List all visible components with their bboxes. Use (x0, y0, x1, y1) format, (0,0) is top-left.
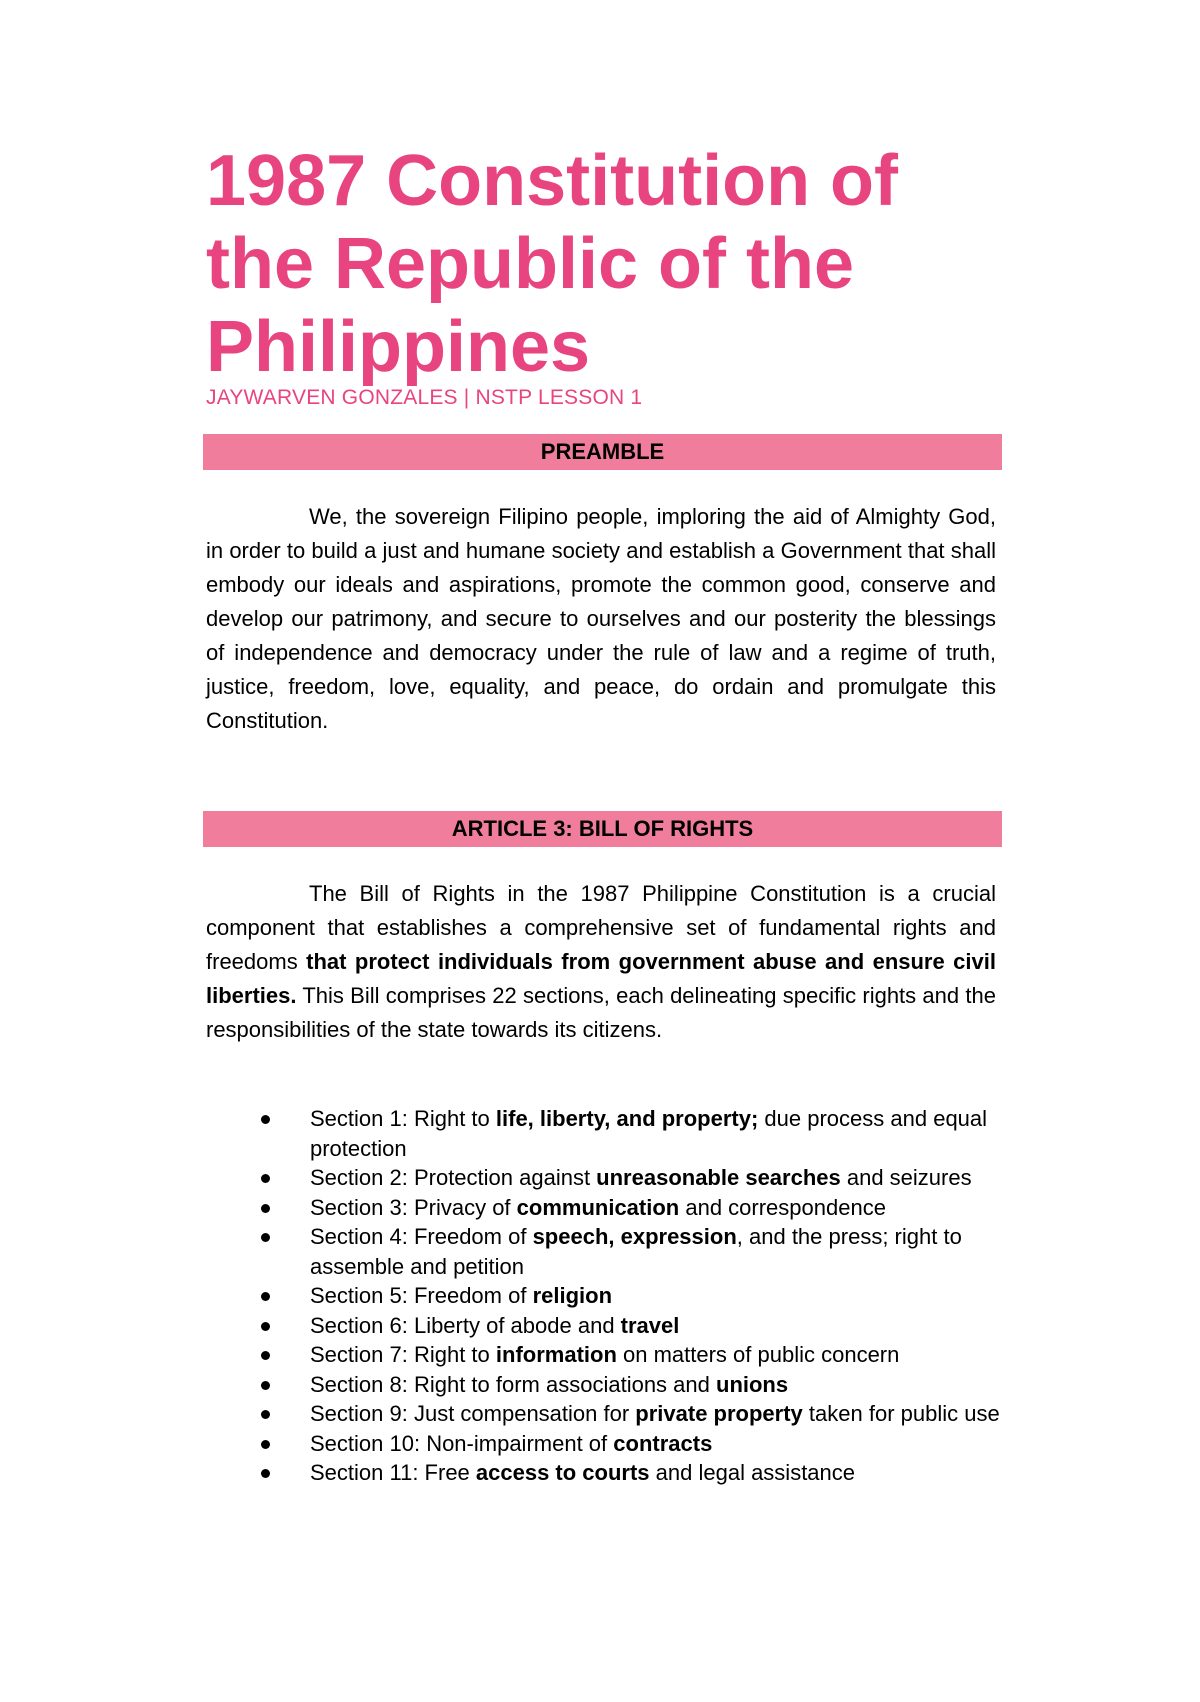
section-suffix: on matters of public concern (616, 1342, 900, 1367)
section-prefix: Section 3: Privacy of (310, 1194, 517, 1220)
section-keyword: contracts (613, 1430, 713, 1456)
section-keyword: communication (516, 1194, 680, 1220)
list-item (206, 1193, 1006, 1223)
title-line: the Republic of the (206, 224, 854, 304)
section-keyword: speech, expression (532, 1224, 737, 1249)
list-item (206, 1311, 1006, 1341)
section-keyword: travel (620, 1312, 680, 1338)
preamble-text: We, the sovereign Filipino people, imploring the aid of Almighty God, in order to build a just and humane society and establish a Government that shall embody our ideals and aspirations, promote the common good, conserve and develop our patrimony, and secure to ourselves and our posterity the blessings of independence and democracy under the rule of law and a regime of truth, justice, freedom, love, equality, and peace, do ordain and promulgate this Constitution. (206, 504, 996, 733)
bullet-icon (261, 1322, 270, 1331)
document-subtitle: JAYWARVEN GONZALES | NSTP LESSON 1 (206, 386, 643, 409)
section-keyword: religion (532, 1283, 613, 1308)
bullet-icon (261, 1381, 270, 1390)
bullet-icon (261, 1469, 270, 1478)
section-keyword: unions (716, 1371, 789, 1397)
section-suffix: and legal assistance (649, 1460, 856, 1485)
section-keyword: access to courts (475, 1460, 650, 1485)
section-prefix: Section 11: Free (310, 1460, 476, 1485)
section-suffix: due process and equal protection (310, 1106, 988, 1161)
list-item (206, 1340, 1006, 1370)
article3-heading: ARTICLE 3: BILL OF RIGHTS (203, 811, 1002, 847)
section-prefix: Section 10: Non-impairment of (310, 1430, 614, 1456)
preamble-paragraph (206, 500, 996, 738)
article3-intro-paragraph (206, 877, 996, 1047)
section-keyword: unreasonable searches (596, 1165, 841, 1190)
bullet-icon (261, 1204, 270, 1213)
section-prefix: Section 5: Freedom of (310, 1283, 533, 1308)
section-prefix: Section 2: Protection against (310, 1165, 597, 1190)
intro-text: The Bill of Rights in the 1987 Philippine Constitution is a crucial component that establishes a comprehensive set of fundamental rights and freedoms (206, 881, 996, 974)
bullet-icon (261, 1351, 270, 1360)
section-suffix: and seizures (840, 1165, 972, 1190)
intro-text-continued: This Bill comprises 22 sections, each delineating specific rights and the responsibilities of the state towards its citizens. (206, 983, 996, 1042)
list-item (206, 1429, 1006, 1459)
title-line: 1987 Constitution of (206, 141, 899, 221)
bullet-icon (261, 1174, 270, 1183)
bullet-icon (261, 1440, 270, 1449)
document-title (206, 140, 1026, 389)
list-item (206, 1163, 1006, 1193)
list-item (206, 1104, 1006, 1163)
title-line: Philippines (206, 307, 591, 387)
list-item (206, 1222, 1006, 1281)
bullet-icon (261, 1115, 270, 1124)
section-prefix: Section 7: Right to (310, 1342, 496, 1367)
intro-emphasis: that protect individuals from government abuse and ensure civil liberties. (206, 949, 996, 1008)
bullet-icon (261, 1292, 270, 1301)
list-item (206, 1281, 1006, 1311)
section-suffix: and correspondence (679, 1194, 886, 1220)
section-prefix: Section 1: Right to (310, 1106, 496, 1131)
section-keyword: information (495, 1342, 617, 1367)
section-prefix: Section 8: Right to form associations and (310, 1371, 716, 1397)
list-item (206, 1458, 1006, 1488)
list-item (206, 1370, 1006, 1400)
section-prefix: Section 9: Just compensation for (310, 1401, 636, 1426)
section-prefix: Section 4: Freedom of (310, 1224, 533, 1249)
section-keyword: private property (635, 1401, 803, 1426)
section-suffix: taken for public use (802, 1401, 1000, 1426)
bullet-icon (261, 1233, 270, 1242)
section-prefix: Section 6: Liberty of abode and (310, 1312, 621, 1338)
bill-of-rights-list (206, 1104, 1006, 1488)
bullet-icon (261, 1410, 270, 1419)
list-item (206, 1399, 1006, 1429)
section-keyword: life, liberty, and property; (495, 1106, 759, 1131)
section-suffix: , and the press; right to assemble and petition (310, 1224, 962, 1279)
preamble-heading: PREAMBLE (203, 434, 1002, 470)
